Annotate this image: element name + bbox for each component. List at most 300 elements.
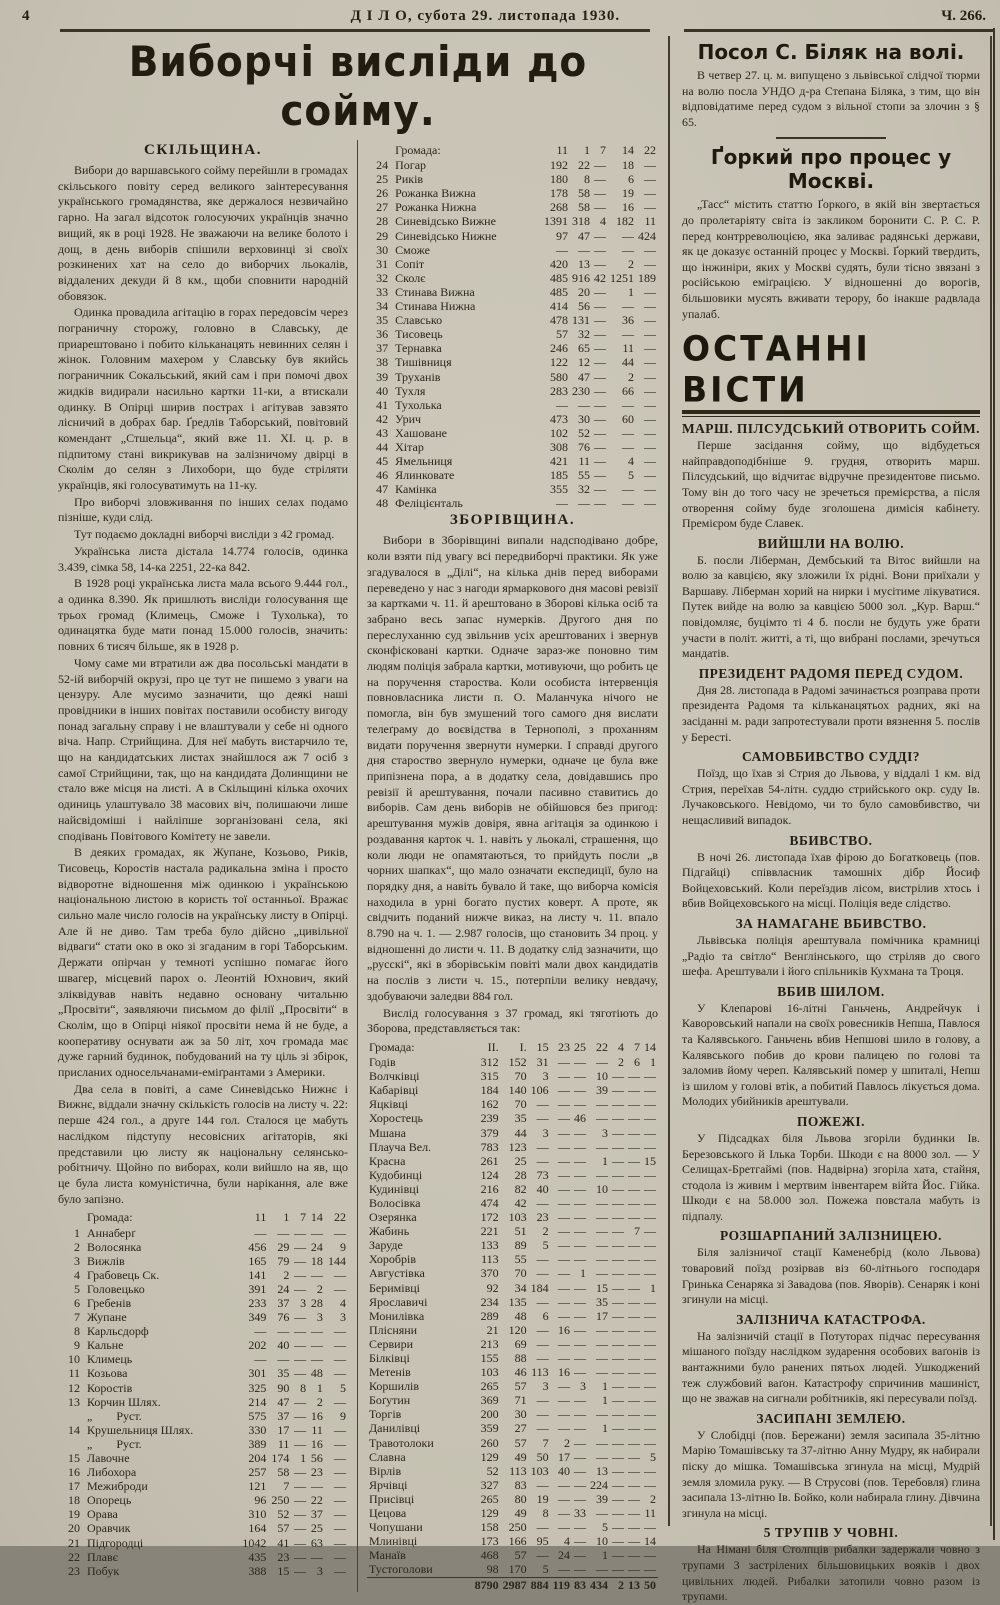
table-cell: Тухолька [395, 397, 442, 412]
table-cell: 261 [480, 1153, 499, 1168]
table-cell: — [574, 1548, 586, 1563]
table-cell: — [594, 482, 606, 497]
table-cell: — [644, 355, 656, 370]
table-cell: — [536, 1139, 549, 1154]
table-row [367, 1210, 658, 1224]
table-cell: — [622, 228, 634, 243]
table-cell: 13 [578, 256, 590, 271]
table-row [367, 1126, 658, 1140]
table-cell: — [644, 341, 656, 356]
table-cell: — [596, 1167, 608, 1182]
table-cell: Крушельниця Шлях. [87, 1422, 194, 1437]
table-cell: 17 [558, 1449, 570, 1464]
zboriv-table-body [367, 1055, 658, 1577]
table-cell: — [644, 411, 656, 426]
table-cell: — [628, 1111, 640, 1126]
table-cell: I. [519, 1039, 527, 1054]
table-cell: 11 [644, 1506, 656, 1521]
table-row [367, 1266, 658, 1280]
table-cell: 120 [508, 1322, 527, 1337]
paragraph: „Тасс“ містить статтю Ґоркого, в якій він звертається до пролетаріяту світа із закликом боронити С. Р. С. Р. перед контрреволюцією, яка заливає радянські держави, як це доказує останній процес у Москві. Ґоркий твердить, що інжиніри, яких у Москві судять, були тісно звязані з російською еміґрацією. У відношенні до ворогів, більшовики мусять вживати терору, бо інакше радвлада упалаб. [682, 197, 980, 321]
table-cell: 42 [376, 411, 389, 426]
table-cell: — [294, 1366, 307, 1381]
table-cell: 3 [542, 1125, 549, 1140]
table-cell: — [334, 1352, 346, 1367]
table-cell: 49 [514, 1449, 527, 1464]
table-cell: — [574, 1294, 586, 1309]
table-cell: 1 [584, 143, 590, 157]
table-cell: 2 [74, 1239, 80, 1254]
table-cell: 1 [602, 1421, 608, 1436]
table-cell: 11 [277, 1436, 290, 1451]
table-cell: Погар [395, 158, 427, 173]
table-cell: 73 [536, 1167, 549, 1182]
table-cell: — [536, 1097, 549, 1112]
section-title-zborivshchyna: ЗБОРІВЩИНА. [449, 512, 576, 529]
table-cell: 11 [68, 1366, 80, 1381]
table-cell: — [558, 1477, 570, 1492]
table-cell: 19 [68, 1507, 80, 1522]
table-cell: 17 [68, 1479, 80, 1494]
table-cell: Риків [395, 172, 424, 187]
table-cell: 21 [68, 1535, 80, 1550]
table-cell: — [594, 242, 606, 257]
table-cell: — [536, 1421, 549, 1436]
table-cell: — [612, 1322, 624, 1337]
news-item-title: САМОВБИВСТВО СУДДІ? [742, 749, 920, 765]
table-cell: — [612, 1181, 624, 1196]
table-cell: — [558, 1294, 570, 1309]
table-cell: 35 [277, 1366, 290, 1381]
table-row [58, 1226, 348, 1240]
page-edge-rule [993, 28, 995, 1540]
table-cell: 122 [550, 355, 568, 370]
table-cell: 66 [622, 383, 634, 398]
table-cell: 312 [480, 1055, 499, 1070]
paragraph: Українська листа дістала 14.774 голосів, одинка 3.439, сімка 58, 14-ка 2251, 22-ка 842. [58, 543, 348, 574]
table-cell: 76 [277, 1310, 290, 1325]
table-cell: 29 [277, 1239, 290, 1254]
table-cell: 21 [486, 1322, 499, 1337]
table-cell: — [622, 496, 634, 511]
table-cell: — [294, 1507, 307, 1522]
news-item [682, 1114, 980, 1225]
table-cell: 9 [74, 1338, 80, 1353]
table-cell: Сервири [369, 1336, 413, 1351]
table-cell: — [628, 1266, 640, 1281]
table-cell: 16 [68, 1465, 80, 1480]
table-cell: 485 [550, 284, 568, 299]
table-cell: — [644, 158, 656, 173]
table-cell: 2 [628, 256, 634, 271]
table-cell: — [628, 1238, 640, 1253]
table-cell: — [334, 1479, 346, 1494]
table-cell: Коршилів [369, 1379, 420, 1394]
table-cell: — [612, 1393, 624, 1408]
table-cell: 5 [650, 1449, 656, 1464]
table-cell: Присівці [369, 1491, 415, 1506]
table-cell: — [294, 1479, 307, 1494]
table-cell: 1 [602, 1548, 608, 1563]
table-cell: — [558, 1491, 570, 1506]
table-cell: — [254, 1352, 267, 1367]
paragraph: Чому саме ми втратили аж два посольські мандати в 52-ій виборчій окрузі, про це тут не пишемо з уваги на цензуру. Але мусимо зазначити, що деякі наші провідники в інших повітах поставили особисту вигоду понад загальну справу і не влаштували у себе ні одного віча. Напр. Стрийщина. Для неї мабуть вистарчило те, що на кандидатських листах знайшлося аж 7 осіб з самої Стрийщини, так, що на кандидата Долинщини не стало вже місця на листі. А в Скільщині кілька охочих одиниць улаштувало 38 масових віч, полишаючи лише найсвідоміші і найліпше зорганізовані села, які сподівань Повітового Комітету не завели. [58, 655, 348, 843]
table-cell: Труханів [395, 369, 441, 384]
table-cell: 4 [618, 1039, 624, 1054]
table-cell: 37 [277, 1295, 290, 1310]
table-cell: Хітар [395, 439, 424, 454]
table-cell: — [644, 1351, 656, 1365]
table-row [367, 1436, 658, 1450]
news-item [682, 916, 980, 980]
paragraph: Вибори до варшавського сойму перейшли в громадах скільського повіту серед великого заінтересування українського громадянства, яке держалося незвичайно гарно. На загал відсоток голосуючих українців значно вищий, як в році 1928. Не зважаючи на велике болото і дощ, в день виборів спішили верховинці зі своїх розкинених хат на село до виборчих льокалів, віддалених декуди й 8 км., щоби сповнити народній обовязок. [58, 163, 348, 303]
table-cell: 52 [277, 1507, 290, 1522]
table-row [367, 327, 658, 341]
table-cell: 37 [277, 1408, 290, 1423]
table-cell: Орава [87, 1507, 118, 1522]
news-item [682, 536, 980, 662]
table-row [367, 1055, 658, 1069]
table-cell: 369 [480, 1393, 499, 1408]
table-cell: — [594, 172, 606, 187]
table-cell: 25 [574, 1039, 586, 1054]
table-cell: — [294, 1436, 307, 1451]
issue-number: Ч. 266. [941, 8, 986, 24]
table-cell: 129 [480, 1506, 499, 1521]
table-cell: Беримівці [369, 1280, 420, 1295]
table-cell: — [294, 1549, 307, 1564]
table-cell: — [628, 1435, 640, 1450]
table-cell: Вижлів [87, 1253, 125, 1268]
table-cell: — [334, 1507, 346, 1522]
table-cell: — [574, 1365, 586, 1380]
table-cell: — [644, 1294, 656, 1309]
table-cell: 16 [310, 1436, 323, 1451]
table-cell: — [612, 1083, 624, 1098]
table-cell: — [574, 1153, 586, 1168]
table-cell: — [310, 1324, 323, 1339]
table-cell: 184 [530, 1280, 549, 1295]
table-cell: 289 [480, 1308, 499, 1323]
table-cell: 1 [300, 1451, 307, 1465]
table-cell: — [294, 1535, 307, 1550]
table-cell: 6 [542, 1308, 549, 1323]
table-cell: 1 [602, 1153, 608, 1168]
table-cell: — [644, 496, 656, 511]
table-cell: — [628, 1534, 640, 1549]
table-cell: 310 [248, 1507, 267, 1522]
table-cell: Августівка [369, 1266, 425, 1281]
table-cell: — [596, 1055, 608, 1070]
paragraph: Тут подаємо докладні виборчі висліди з 42 громад. [74, 527, 335, 542]
table-cell: 52 [486, 1463, 499, 1478]
table-cell: Тухля [395, 383, 426, 398]
table-cell: Козьова [87, 1366, 128, 1381]
table-cell: 47 [277, 1394, 290, 1409]
table-cell: — [594, 299, 606, 314]
table-row [58, 1254, 348, 1268]
table-cell: 63 [310, 1535, 323, 1550]
news-item [682, 666, 980, 745]
table-cell: 213 [480, 1336, 499, 1351]
table-cell: — [644, 397, 656, 412]
table-cell: — [574, 1210, 586, 1225]
table-cell: — [628, 1336, 640, 1351]
table-cell: — [558, 1421, 570, 1436]
table-cell: 5 [542, 1562, 549, 1577]
table-cell: 38 [376, 355, 389, 370]
table-cell: 50 [644, 1577, 656, 1592]
table-cell: 22 [596, 1039, 608, 1054]
table-cell: — [628, 1210, 640, 1225]
table-cell: 57 [514, 1379, 527, 1394]
table-cell: 260 [480, 1435, 499, 1450]
table-cell: 11 [556, 143, 568, 157]
table-cell: — [558, 1125, 570, 1140]
table-cell: — [294, 1239, 307, 1254]
table-cell: — [612, 1167, 624, 1182]
table-cell: — [536, 1294, 549, 1309]
table-row [367, 1407, 658, 1421]
table-cell: — [596, 1224, 608, 1239]
table-cell: 1042 [242, 1535, 267, 1550]
table-cell: — [612, 1463, 624, 1478]
table-cell: 2 [610, 1577, 626, 1592]
table-cell: — [644, 1097, 656, 1112]
table-cell: — [294, 1563, 307, 1578]
table-cell: 31 [376, 256, 389, 271]
table-cell: 7 [634, 1224, 640, 1239]
table-cell: 7 [634, 1039, 640, 1054]
table-cell: — [334, 1394, 346, 1409]
table-cell: 1 [283, 1210, 290, 1225]
table-cell: Рожанка Вижна [395, 186, 476, 201]
table-cell: — [612, 1224, 624, 1239]
table-cell: 221 [480, 1224, 499, 1239]
table-cell: 152 [508, 1055, 527, 1070]
table-cell: 4 [340, 1295, 346, 1310]
table-cell: 19 [622, 186, 634, 201]
table-cell: — [558, 1238, 570, 1253]
table-cell: — [294, 1225, 307, 1240]
table-cell: 389 [248, 1436, 267, 1451]
table-cell: — [574, 1097, 586, 1112]
table-cell: 39 [376, 369, 389, 384]
table-cell: Монилівка [369, 1308, 425, 1323]
table-cell: 22 [310, 1493, 323, 1508]
table-cell: — [628, 1097, 640, 1112]
table-cell: Волосівка [369, 1195, 421, 1210]
table-cell: 16 [310, 1408, 323, 1423]
table-cell: — [628, 1463, 640, 1478]
table-cell: 1251 [610, 270, 634, 285]
table-cell: 173 [480, 1534, 499, 1549]
table-cell: 1 [580, 1266, 586, 1281]
table-cell: 96 [254, 1493, 267, 1508]
table-row [367, 200, 658, 214]
table-cell: 129 [480, 1449, 499, 1464]
table-cell: Грабовець Ск. [87, 1267, 160, 1282]
table-row [58, 1210, 348, 1225]
table-cell: 2 [618, 1055, 624, 1070]
table-cell: — [294, 1281, 307, 1296]
news-item-body: Перше засідання сойму, що відбудеться найправдоподібніше 9. грудня, отворить марш. Пілсудський, що відчитає відручне президентове письмо. Тому він до того часу не зречеться премієрства, а після отворення сойму буде зголошена димісія кабінету. Премієром буде Славек. [682, 438, 980, 531]
table-cell: „ Руст. [87, 1408, 142, 1423]
table-cell: — [628, 1153, 640, 1168]
table-cell: — [628, 1280, 640, 1295]
table-row [58, 1550, 348, 1564]
table-cell: 1 [650, 1055, 656, 1070]
table-cell: — [644, 1520, 656, 1535]
table-row [367, 370, 658, 384]
table-cell: — [558, 1506, 570, 1521]
table-cell: — [612, 1520, 624, 1535]
table-cell: 24 [277, 1281, 290, 1296]
table-cell: 24 [310, 1239, 323, 1254]
table-row [367, 1281, 658, 1295]
table-cell: 16 [558, 1365, 570, 1380]
table-cell: 1 [602, 1379, 608, 1394]
table-cell: — [574, 1055, 586, 1070]
table-cell: 8 [74, 1324, 80, 1339]
table-cell: Аннаберґ [87, 1225, 136, 1240]
table-cell [58, 1409, 85, 1423]
table-cell: — [574, 1463, 586, 1478]
article-gorky-text [682, 197, 980, 322]
table-cell: — [596, 1449, 608, 1464]
table-cell: — [574, 1562, 586, 1577]
table-cell: 2 [564, 1435, 570, 1450]
news-item-title: ЗАЛІЗНИЧА КАТАСТРОФА. [736, 1311, 926, 1327]
table-cell: Громада: [395, 143, 441, 157]
table-cell: 33 [376, 284, 389, 299]
table-cell: Кудобинці [369, 1167, 423, 1182]
table-cell: 140 [508, 1083, 527, 1098]
table-cell: — [644, 1195, 656, 1210]
table-cell: 2 [628, 369, 634, 384]
table-cell: 103 [508, 1210, 527, 1225]
table-cell: 2987 [502, 1577, 527, 1592]
table-cell: Камінка [395, 482, 437, 497]
table-cell: — [556, 397, 568, 412]
table-cell: 102 [550, 425, 568, 440]
table-cell: — [558, 1224, 570, 1239]
table-cell: 124 [480, 1167, 499, 1182]
table-cell: — [556, 242, 568, 257]
table-cell: — [574, 1139, 586, 1154]
table-cell: — [294, 1422, 307, 1437]
table-cell: — [536, 1336, 549, 1351]
table-cell: 13 [596, 1463, 608, 1478]
table-cell: 135 [508, 1294, 527, 1309]
table-cell: 30 [578, 411, 590, 426]
table-cell: 9 [340, 1239, 346, 1254]
table-cell: Корчин Шлях. [87, 1394, 161, 1409]
table-cell: 7 [74, 1310, 80, 1325]
table-row [58, 1564, 348, 1578]
table-cell: — [574, 1520, 586, 1535]
table-cell: — [277, 1225, 290, 1240]
table-cell: 6 [74, 1295, 80, 1310]
table-cell: 456 [248, 1239, 267, 1254]
table-cell: — [644, 1252, 656, 1267]
table-cell: — [578, 242, 590, 257]
table-row [367, 1196, 658, 1210]
table-cell: 3 [542, 1069, 549, 1084]
table-cell: Цецова [369, 1506, 407, 1521]
table-row [367, 143, 658, 158]
table-cell: 434 [590, 1577, 608, 1592]
column-skilshchyna [58, 140, 358, 1592]
table-cell: — [612, 1097, 624, 1112]
table-cell: 7 [283, 1479, 290, 1494]
table-cell: — [612, 1534, 624, 1549]
table-cell: 16 [622, 200, 634, 215]
table-cell: Білківці [369, 1351, 410, 1365]
table-cell: — [644, 482, 656, 497]
table-cell: — [628, 1379, 640, 1394]
table-cell: — [594, 496, 606, 511]
table-cell: — [277, 1352, 290, 1367]
table-cell: 473 [550, 411, 568, 426]
table-cell: — [594, 411, 606, 426]
table-cell: 420 [550, 256, 568, 271]
table-cell: 50 [536, 1449, 549, 1464]
table-cell: Рожанка Нижна [395, 200, 477, 215]
table-cell: — [612, 1506, 624, 1521]
table-cell: 37 [376, 341, 389, 356]
table-cell: 57 [514, 1435, 527, 1450]
table-cell: — [536, 1252, 549, 1267]
table-row [367, 1252, 658, 1266]
table-cell: 230 [572, 383, 590, 398]
table-row [367, 214, 658, 228]
table-row [367, 1168, 658, 1182]
table-cell: — [596, 1111, 608, 1126]
table-cell: 8790 [474, 1577, 499, 1592]
table-cell: Коростів [87, 1380, 133, 1395]
table-cell: — [612, 1379, 624, 1394]
table-cell: 20 [578, 284, 590, 299]
table-cell: — [644, 425, 656, 440]
table-cell: 44 [622, 355, 634, 370]
table-cell: 3 [300, 1295, 307, 1310]
table-cell: 22 [578, 158, 590, 173]
table-cell: — [594, 439, 606, 454]
table-row [367, 172, 658, 186]
table-cell: — [310, 1479, 323, 1494]
table-cell: — [558, 1252, 570, 1267]
table-cell: — [596, 1266, 608, 1281]
table-cell: 370 [480, 1266, 499, 1281]
table-cell: Торгів [369, 1407, 402, 1422]
table-cell: 379 [480, 1125, 499, 1140]
table-cell: Волосянка [87, 1239, 142, 1254]
news-item-body: В ночі 26. листопада їхав фірою до Богатковець (пов. Підгайці) співвласник тамошніх дібр Йосиф Войцеховський. Коли переїздив лісом, вистрілив хтось і вбив Войцеховського на місці. Поліція веде слідство. [682, 849, 980, 911]
table-cell: Лавочне [87, 1451, 130, 1465]
table-cell: 4 [628, 454, 634, 469]
table-cell: Ярославичі [369, 1294, 428, 1309]
table-cell: — [596, 1562, 608, 1577]
table-cell: 4 [600, 214, 606, 229]
table-cell: Данилівці [369, 1421, 421, 1436]
table-cell: 70 [514, 1097, 527, 1112]
table-cell: 40 [376, 383, 389, 398]
table-cell: 31 [536, 1055, 549, 1070]
table-cell: — [644, 1562, 656, 1577]
table-cell: 301 [248, 1366, 267, 1381]
table-cell: 48 [310, 1366, 323, 1381]
